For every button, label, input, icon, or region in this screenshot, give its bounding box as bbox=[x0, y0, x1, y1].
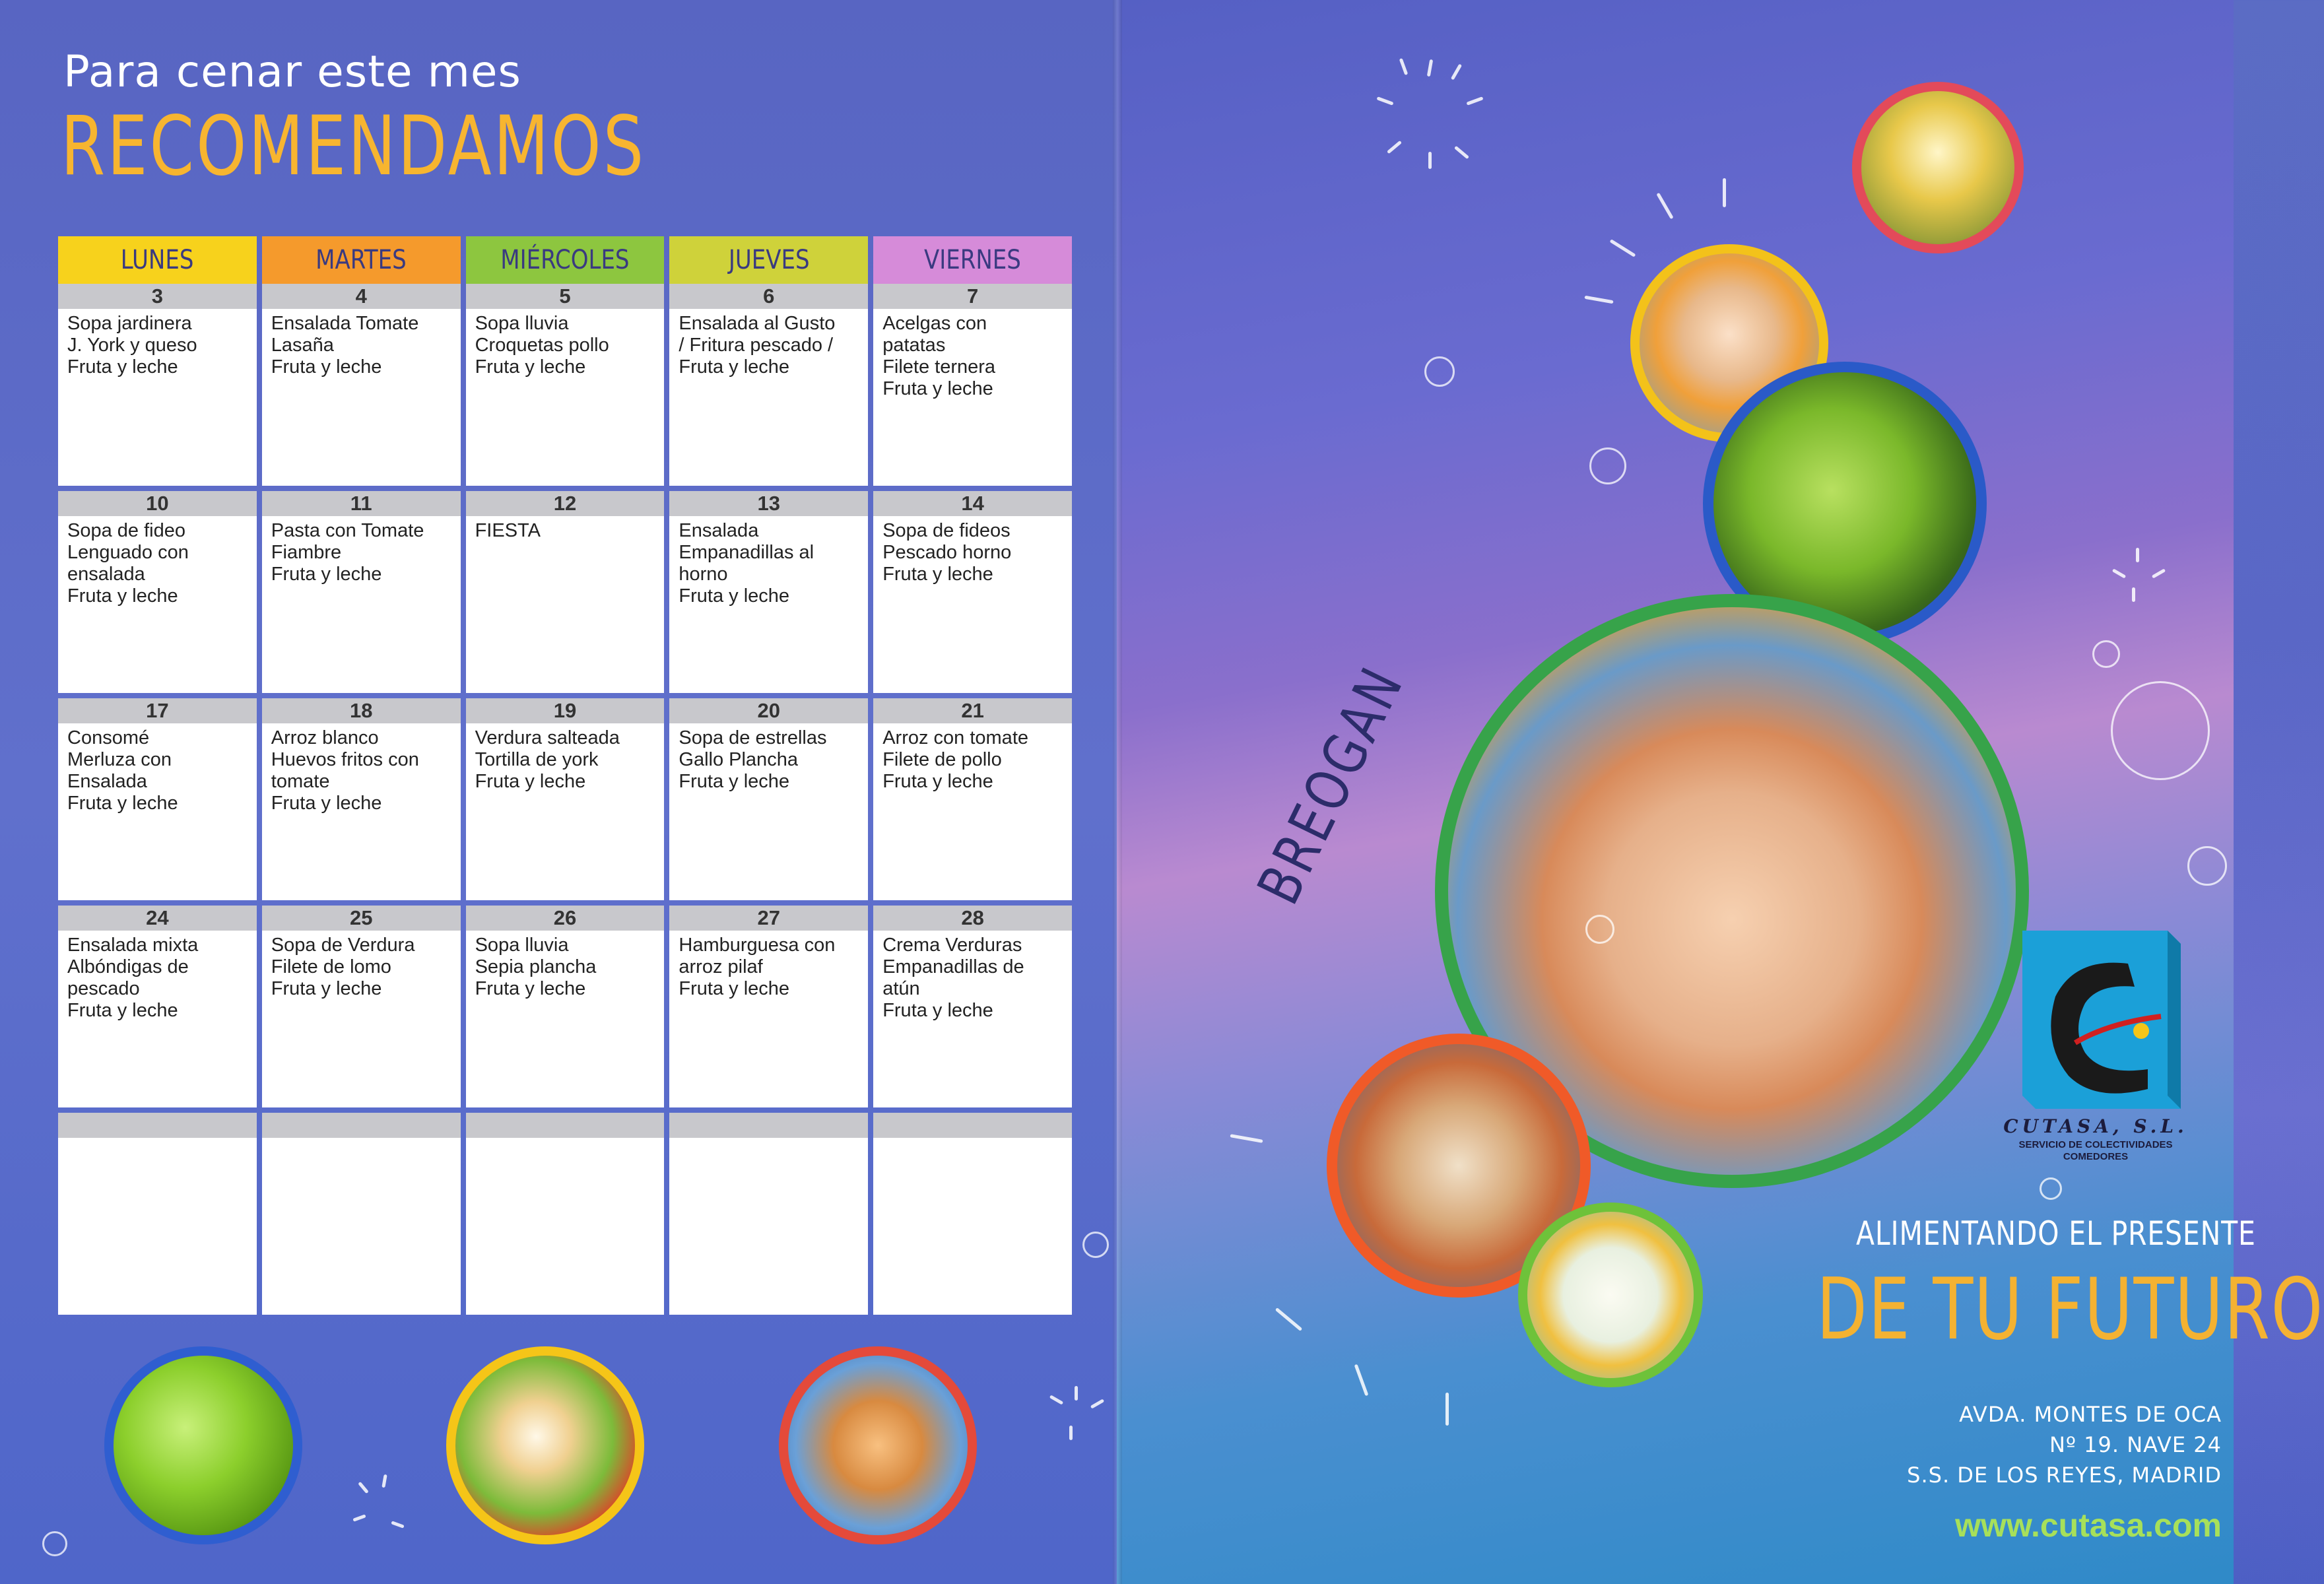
deco-circle bbox=[1589, 447, 1626, 484]
day-number: 14 bbox=[873, 491, 1072, 516]
calendar-day-cell bbox=[873, 284, 1072, 486]
day-number bbox=[262, 1113, 461, 1138]
kids-plate-photo-ring bbox=[1518, 1203, 1703, 1387]
sparkle-stroke bbox=[1075, 1386, 1078, 1401]
day-number: 18 bbox=[262, 698, 461, 723]
salad-photo-ring bbox=[446, 1346, 644, 1544]
day-number: 13 bbox=[669, 491, 868, 516]
day-menu: Ensalada mixta Albóndigas de pescado Fruta y leche bbox=[67, 935, 199, 1021]
day-menu bbox=[873, 1138, 1072, 1142]
day-menu: Acelgas con patatas Filete ternera Fruta y leche bbox=[882, 313, 996, 399]
day-menu: Consomé Merluza con Ensalada Fruta y leche bbox=[67, 727, 178, 814]
brand-breogan: BREOGAN bbox=[1244, 655, 1417, 915]
page-title: RECOMENDAMOS bbox=[61, 99, 646, 194]
sparkle-stroke bbox=[2136, 548, 2139, 562]
deco-circle bbox=[1585, 915, 1614, 944]
calendar-day-cell bbox=[873, 906, 1072, 1107]
day-number: 12 bbox=[466, 491, 665, 516]
sparkle-stroke bbox=[2132, 587, 2135, 602]
day-number: 3 bbox=[58, 284, 257, 309]
logo-subtitle-line2: COMEDORES bbox=[2063, 1151, 2129, 1162]
day-menu: Ensalada Tomate Lasaña Fruta y leche bbox=[271, 313, 419, 378]
calendar-day-cell bbox=[669, 698, 868, 900]
calendar-day-cell bbox=[58, 491, 257, 693]
day-number bbox=[58, 1113, 257, 1138]
day-number: 26 bbox=[466, 906, 665, 931]
address-block bbox=[1907, 1399, 2222, 1490]
day-menu bbox=[669, 1138, 868, 1142]
calendar-day-cell bbox=[58, 698, 257, 900]
day-menu: Pasta con Tomate Fiambre Fruta y leche bbox=[271, 520, 424, 585]
playground-photo-ring bbox=[779, 1346, 977, 1544]
day-menu: Arroz blanco Huevos fritos con tomate Fruta y leche bbox=[271, 727, 419, 814]
day-menu: Hamburguesa con arroz pilaf Fruta y leche bbox=[679, 935, 836, 999]
calendar-day-cell bbox=[466, 491, 665, 693]
day-menu: Ensalada Empanadillas al horno Fruta y leche bbox=[679, 520, 814, 607]
day-number: 24 bbox=[58, 906, 257, 931]
sparkle-stroke bbox=[1723, 178, 1726, 207]
day-number: 17 bbox=[58, 698, 257, 723]
sparkle-stroke bbox=[1445, 1393, 1449, 1426]
calendar-day-cell bbox=[262, 1113, 461, 1315]
calendar-day-cell bbox=[58, 284, 257, 486]
day-menu: Verdura salteada Tortilla de york Fruta y leche bbox=[475, 727, 620, 792]
logo-subtitle-line1: SERVICIO DE COLECTIVIDADES bbox=[2018, 1139, 2173, 1150]
day-menu: Sopa de Verdura Filete de lomo Fruta y leche bbox=[271, 935, 415, 999]
deco-circle bbox=[2187, 846, 2227, 886]
day-menu bbox=[58, 1138, 257, 1142]
day-menu: Sopa de fideo Lenguado con ensalada Fruta y leche bbox=[67, 520, 189, 607]
calendar-day-cell bbox=[669, 906, 868, 1107]
day-menu: Sopa lluvia Sepia plancha Fruta y leche bbox=[475, 935, 597, 999]
address-line3: S.S. DE LOS REYES, MADRID bbox=[1907, 1463, 2222, 1488]
sparkle-stroke bbox=[1428, 152, 1432, 169]
day-menu: Sopa de fideos Pescado horno Fruta y leche bbox=[882, 520, 1012, 585]
day-menu: Sopa de estrellas Gallo Plancha Fruta y leche bbox=[679, 727, 827, 792]
day-menu bbox=[262, 1138, 461, 1142]
olive-oil-photo-ring bbox=[1852, 82, 2024, 253]
day-menu: Sopa jardinera J. York y queso Fruta y leche bbox=[67, 313, 197, 378]
day-menu: Sopa lluvia Croquetas pollo Fruta y leche bbox=[475, 313, 609, 378]
menu-calendar bbox=[58, 236, 1072, 1317]
cutasa-logo bbox=[1996, 917, 2194, 1135]
calendar-day-cell bbox=[873, 491, 1072, 693]
calendar-day-cell bbox=[466, 906, 665, 1107]
day-number: 11 bbox=[262, 491, 461, 516]
website-link[interactable]: www.cutasa.com bbox=[1955, 1507, 2222, 1544]
logo-company-name: CUTASA, S.L. bbox=[2003, 1115, 2188, 1137]
address-line2: Nº 19. NAVE 24 bbox=[2049, 1432, 2222, 1457]
deco-circle bbox=[2111, 681, 2210, 780]
deco-circle bbox=[2092, 640, 2120, 668]
day-number: 6 bbox=[669, 284, 868, 309]
calendar-day-cell bbox=[58, 1113, 257, 1315]
deco-circle bbox=[1424, 356, 1455, 387]
page-subtitle: Para cenar este mes bbox=[63, 46, 521, 97]
day-menu: Arroz con tomate Filete de pollo Fruta y leche bbox=[882, 727, 1029, 792]
day-number: 4 bbox=[262, 284, 461, 309]
calendar-day-cell bbox=[873, 698, 1072, 900]
calendar-day-cell bbox=[669, 1113, 868, 1315]
calendar-day-cell bbox=[466, 284, 665, 486]
weekday-thursday: JUEVES bbox=[669, 236, 868, 284]
calendar-day-cell bbox=[262, 698, 461, 900]
slogan-line2: DE TU FUTURO bbox=[1816, 1261, 2324, 1359]
calendar-day-cell bbox=[262, 906, 461, 1107]
day-number: 27 bbox=[669, 906, 868, 931]
calendar-grid bbox=[58, 284, 1072, 1315]
deco-circle bbox=[1082, 1232, 1109, 1258]
weekday-tuesday: MARTES bbox=[262, 236, 461, 284]
calendar-day-cell bbox=[58, 906, 257, 1107]
day-number: 21 bbox=[873, 698, 1072, 723]
sparkle-stroke bbox=[1069, 1426, 1073, 1440]
calendar-day-cell bbox=[262, 284, 461, 486]
deco-circle bbox=[42, 1531, 67, 1556]
day-number: 25 bbox=[262, 906, 461, 931]
slogan-line1: ALIMENTANDO EL PRESENTE bbox=[1856, 1214, 2256, 1253]
apples-photo-ring bbox=[104, 1346, 302, 1544]
day-number bbox=[466, 1113, 665, 1138]
weekday-monday: LUNES bbox=[58, 236, 257, 284]
weekday-header-row bbox=[58, 236, 1072, 284]
day-menu: Ensalada al Gusto / Fritura pescado / Fruta y leche bbox=[679, 313, 836, 378]
day-menu: FIESTA bbox=[475, 520, 541, 541]
day-number: 28 bbox=[873, 906, 1072, 931]
day-menu bbox=[466, 1138, 665, 1142]
day-number bbox=[669, 1113, 868, 1138]
day-number bbox=[873, 1113, 1072, 1138]
page-fold bbox=[1113, 0, 1122, 1584]
day-number: 20 bbox=[669, 698, 868, 723]
calendar-day-cell bbox=[669, 284, 868, 486]
calendar-day-cell bbox=[262, 491, 461, 693]
weekday-friday: VIERNES bbox=[873, 236, 1072, 284]
calendar-day-cell bbox=[873, 1113, 1072, 1315]
day-menu: Crema Verduras Empanadillas de atún Fruta y leche bbox=[882, 935, 1024, 1021]
calendar-day-cell bbox=[466, 698, 665, 900]
day-number: 5 bbox=[466, 284, 665, 309]
calendar-day-cell bbox=[669, 491, 868, 693]
calendar-day-cell bbox=[466, 1113, 665, 1315]
address-line1: AVDA. MONTES DE OCA bbox=[1959, 1402, 2222, 1427]
day-number: 7 bbox=[873, 284, 1072, 309]
day-number: 19 bbox=[466, 698, 665, 723]
day-number: 10 bbox=[58, 491, 257, 516]
deco-circle bbox=[2040, 1177, 2062, 1200]
logo-subtitle bbox=[1993, 1139, 2198, 1163]
weekday-wednesday: MIÉRCOLES bbox=[466, 236, 665, 284]
